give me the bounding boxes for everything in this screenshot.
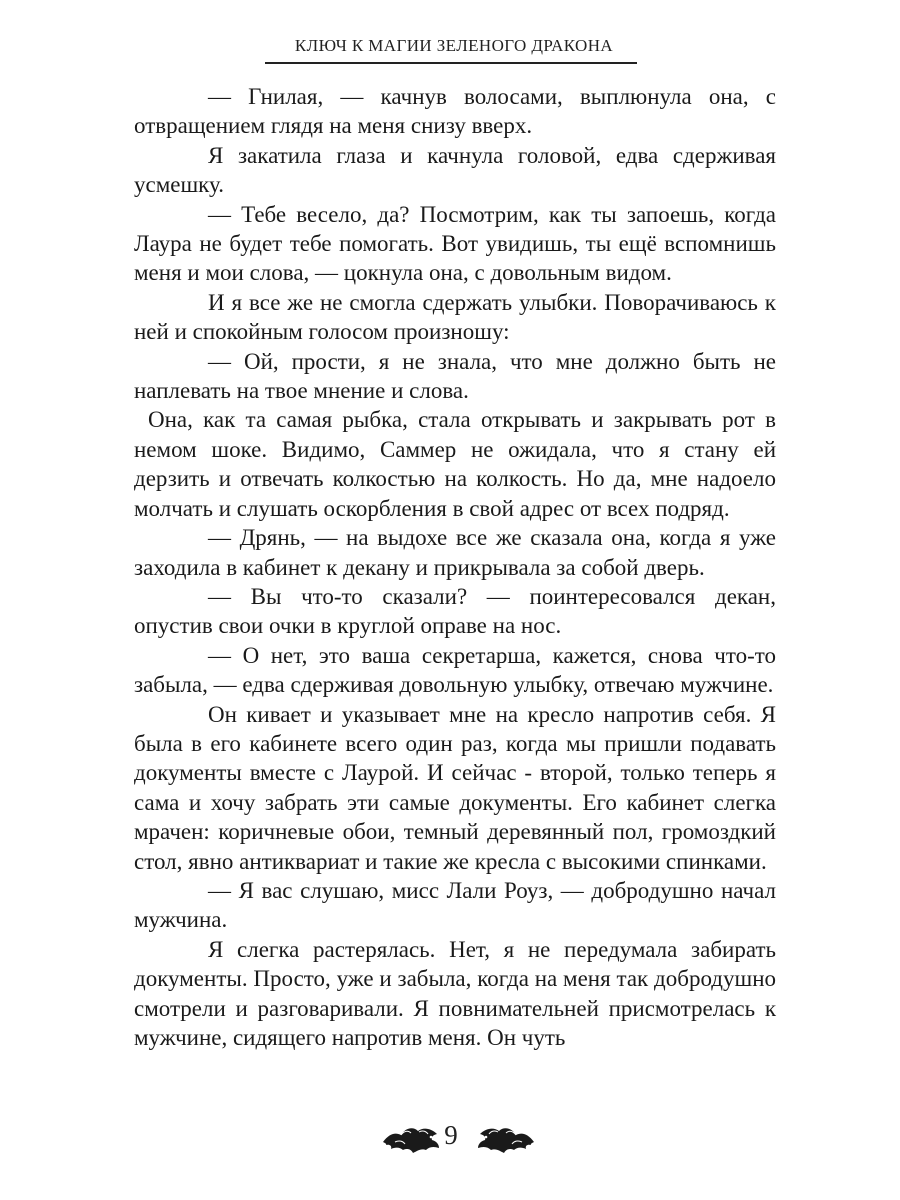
page-number: 9 — [444, 1120, 458, 1150]
running-header-title: КЛЮЧ К МАГИИ ЗЕЛЕНОГО ДРАКОНА — [294, 36, 614, 55]
paragraph: — Вы что-то сказали? — поинтересовался декан, опустив свои очки в круглой оправе на нос. — [134, 583, 776, 639]
paragraph: — О нет, это ваша секретарша, кажется, снова что-то забыла, — едва сдерживая довольную улыбку, отвечаю мужчине. — [134, 642, 776, 698]
paragraph: Он кивает и указывает мне на кресло напротив себя. Я была в его кабинете всего один раз, когда мы пришли подавать документы вместе с Лаурой. И сейчас - второй, только теперь я сама и хочу забрать эти самые документы. Его кабинет слегка мрачен: коричневые обои, темный деревянный пол, громоздкий стол, явно антиквариат и такие же кресла с высокими спинками. — [134, 701, 776, 874]
paragraph: — Я вас слушаю, мисс Лали Роуз, — добродушно начал мужчина. — [134, 877, 776, 933]
body-text — [134, 82, 776, 1052]
dragon-ornament-icon — [476, 1122, 536, 1156]
paragraph: — Тебе весело, да? Посмотрим, как ты запоешь, когда Лаура не будет тебе помогать. Вот увидишь, ты ещё вспомнишь меня и мои слова, — цокнула она, с довольным видом. — [134, 201, 776, 286]
paragraph: Я слегка растерялась. Нет, я не передумала забирать документы. Просто, уже и забыла, когда на меня так добродушно смотрели и разговаривали. Я повнимательней присмотрелась к мужчине, сидящего напротив меня. Он чуть — [134, 936, 776, 1050]
paragraph: — Гнилая, — качнув волосами, выплюнула она, с отвращением глядя на меня снизу вверх. — [134, 84, 776, 139]
paragraph: Я закатила глаза и качнула головой, едва сдерживая усмешку. — [134, 142, 776, 198]
header-rule — [265, 62, 637, 64]
paragraph: — Ой, прости, я не знала, что мне должно быть не наплевать на твое мнение и слова. — [134, 348, 776, 404]
paragraph: Она, как та самая рыбка, стала открывать и закрывать рот в немом шоке. Видимо, Саммер не ожидала, что я стану ей дерзить и отвечать колкостью на колкость. Но да, мне надоело молчать и слушать оскорбления в свой адрес от всех подряд. — [134, 407, 776, 521]
paragraph: — Дрянь, — на выдохе все же сказала она, когда я уже заходила в кабинет к декану и прикрывала за собой дверь. — [134, 525, 776, 580]
dragon-ornament-icon — [381, 1122, 441, 1156]
paragraph: И я все же не смогла сдержать улыбки. Поворачиваюсь к ней и спокойным голосом произношу: — [134, 289, 776, 345]
page-footer — [0, 1118, 900, 1162]
